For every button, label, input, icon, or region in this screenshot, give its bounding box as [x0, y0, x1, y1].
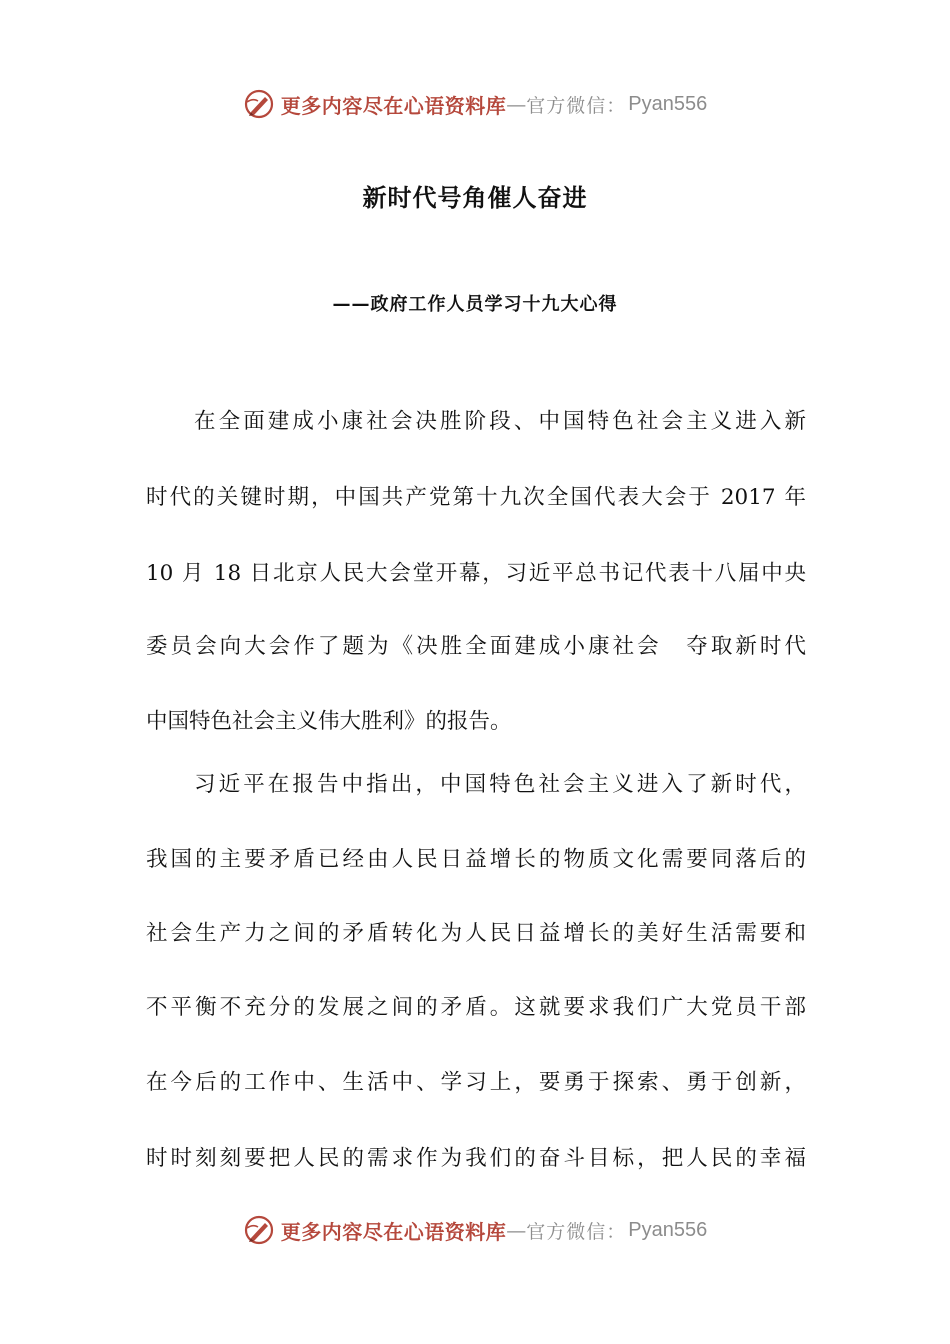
pen-logo-icon — [243, 88, 275, 120]
document-subtitle: ——政府工作人员学习十九大心得 — [332, 294, 618, 315]
watermark-wechat-label: 官方微信： — [526, 1220, 627, 1243]
watermark-wechat-id: Pyan556 — [628, 1218, 708, 1241]
watermark-wechat-id: Pyan556 — [628, 92, 708, 115]
body-line: 在今后的工作中、生活中、学习上，要勇于探索、勇于创新， — [146, 1070, 806, 1095]
document-title: 新时代号角催人奋进 — [362, 184, 588, 212]
footer-watermark — [0, 1210, 950, 1250]
body-line: 时时刻刻要把人民的需求作为我们的奋斗目标，把人民的幸福 — [146, 1146, 806, 1171]
watermark-wechat-label: 官方微信： — [526, 94, 627, 117]
body-line: 不平衡不充分的发展之间的矛盾。这就要求我们广大党员干部 — [146, 995, 806, 1020]
body-line: 委员会向大会作了题为《决胜全面建成小康社会 夺取新时代 — [146, 634, 806, 659]
watermark-brand-text: 更多内容尽在心语资料库 — [280, 93, 507, 118]
pen-logo-icon — [243, 1214, 275, 1246]
body-line: 时代的关键时期，中国共产党第十九次全国代表大会于 2017 年 — [146, 485, 806, 510]
watermark-dash: — — [506, 1218, 527, 1242]
body-line: 10 月 18 日北京人民大会堂开幕，习近平总书记代表十八届中央 — [146, 561, 806, 586]
body-line: 习近平在报告中指出，中国特色社会主义进入了新时代， — [194, 772, 806, 797]
body-line: 在全面建成小康社会决胜阶段、中国特色社会主义进入新 — [194, 409, 806, 434]
body-line: 社会生产力之间的矛盾转化为人民日益增长的美好生活需要和 — [146, 921, 806, 946]
header-watermark — [0, 84, 950, 124]
watermark-dash: — — [506, 92, 527, 116]
body-line: 中国特色社会主义伟大胜利》的报告。 — [146, 709, 512, 734]
watermark-brand-text: 更多内容尽在心语资料库 — [280, 1219, 507, 1244]
body-line: 我国的主要矛盾已经由人民日益增长的物质文化需要同落后的 — [146, 847, 806, 872]
